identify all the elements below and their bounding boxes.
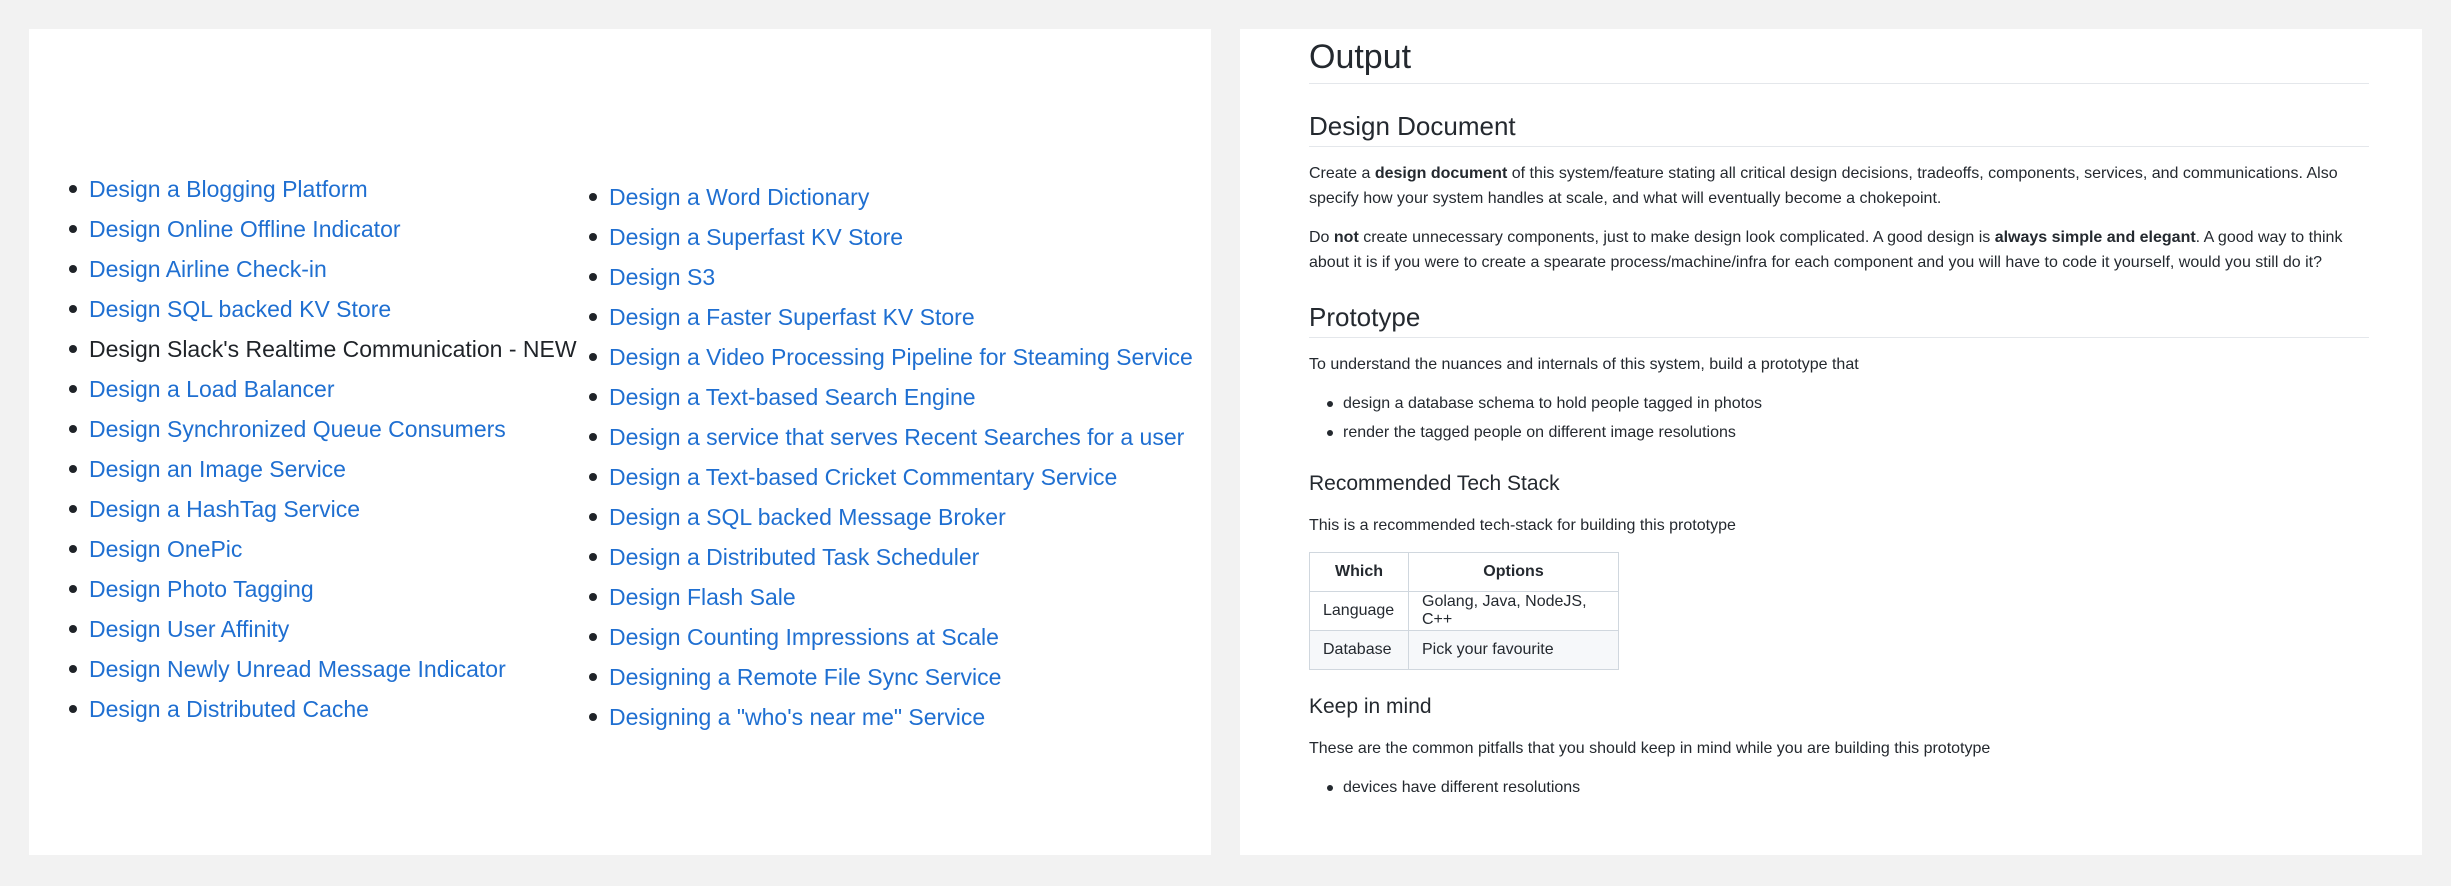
- list-item[interactable]: [67, 449, 607, 489]
- design-link[interactable]: Design a Text-based Search Engine: [609, 384, 976, 410]
- list-item[interactable]: [67, 649, 607, 689]
- design-link[interactable]: Design a service that serves Recent Searches for a user: [609, 424, 1185, 450]
- design-link[interactable]: Designing a Remote File Sync Service: [609, 664, 1002, 690]
- list-item[interactable]: [587, 377, 1187, 417]
- design-link[interactable]: Design a Distributed Task Scheduler: [609, 544, 980, 570]
- list-item[interactable]: [587, 297, 1187, 337]
- design-link[interactable]: Design Online Offline Indicator: [89, 216, 401, 242]
- list-item[interactable]: [587, 177, 1187, 217]
- list-item[interactable]: [67, 249, 607, 289]
- list-item[interactable]: [67, 409, 607, 449]
- design-label: Design Slack's Realtime Communication - NEW: [89, 336, 577, 362]
- emphasis-text: design document: [1374, 165, 1508, 182]
- design-link[interactable]: Design Newly Unread Message Indicator: [89, 656, 506, 682]
- design-list-panel: [29, 29, 1211, 855]
- list-item[interactable]: [587, 217, 1187, 257]
- text-segment: of this system/feature stating all critical design decisions, tradeoffs, components, services, and communications. Also specify how your system handles at scale, and what will eventually become a chokepoint.: [1309, 165, 2338, 207]
- design-link[interactable]: Design a Text-based Cricket Commentary Service: [609, 464, 1118, 490]
- list-item[interactable]: [587, 497, 1187, 537]
- text-segment: create unnecessary components, just to make design look complicated. A good design is: [1358, 229, 1995, 246]
- list-item[interactable]: [67, 529, 607, 569]
- design-link[interactable]: Design a Load Balancer: [89, 376, 335, 402]
- list-item[interactable]: [587, 337, 1193, 377]
- design-link[interactable]: Design a Faster Superfast KV Store: [609, 304, 975, 330]
- design-link[interactable]: Design a Superfast KV Store: [609, 224, 904, 250]
- design-document-paragraph-1: [1309, 161, 2369, 211]
- design-link[interactable]: Design SQL backed KV Store: [89, 296, 392, 322]
- design-list-column-1: [67, 169, 607, 729]
- prototype-heading: Prototype: [1309, 297, 2369, 338]
- tech-stack-table: [1309, 552, 1619, 670]
- design-link[interactable]: Design an Image Service: [89, 456, 346, 482]
- list-item[interactable]: [587, 697, 1187, 737]
- design-link[interactable]: Design Counting Impressions at Scale: [609, 624, 999, 650]
- design-document-heading: Design Document: [1309, 106, 2369, 147]
- text-segment: . A good way to think about it is if you were to create a spearate process/machine/infra for each component and you will have to code it yourself, would you still do it?: [1309, 229, 2343, 271]
- list-item[interactable]: [587, 617, 1187, 657]
- design-link[interactable]: Designing a "who's near me" Service: [609, 704, 986, 730]
- design-link[interactable]: Design Flash Sale: [609, 584, 796, 610]
- text-segment: Create a: [1309, 165, 1375, 182]
- list-item: devices have different resolutions: [1309, 773, 2369, 802]
- design-link[interactable]: Design a HashTag Service: [89, 496, 361, 522]
- list-item[interactable]: [587, 657, 1187, 697]
- keep-in-mind-list: [1309, 773, 2369, 802]
- list-item: design a database schema to hold people tagged in photos: [1309, 389, 2369, 418]
- design-link[interactable]: Design a Blogging Platform: [89, 176, 368, 202]
- prototype-intro: To understand the nuances and internals of this system, build a prototype that: [1309, 356, 1859, 373]
- table-cell: Pick your favourite: [1409, 631, 1619, 670]
- design-link[interactable]: Design a Word Dictionary: [609, 184, 870, 210]
- list-item[interactable]: [587, 257, 1187, 297]
- keep-in-mind-heading: Keep in mind: [1309, 695, 1432, 718]
- design-document-paragraph-2: [1309, 225, 2369, 275]
- design-link[interactable]: Design a Video Processing Pipeline for Steaming Service: [609, 344, 1193, 370]
- document-content: [1309, 29, 2369, 802]
- page-title: Output: [1309, 29, 2369, 84]
- design-link[interactable]: Design OnePic: [89, 536, 243, 562]
- list-item[interactable]: [67, 289, 607, 329]
- column-header-which: Which: [1310, 553, 1409, 592]
- column-header-options: Options: [1409, 553, 1619, 592]
- table-cell: Language: [1310, 592, 1409, 631]
- emphasis-text: always simple and elegant: [1994, 229, 2196, 246]
- table-cell: Database: [1310, 631, 1409, 670]
- list-item[interactable]: [67, 369, 607, 409]
- design-link[interactable]: Design User Affinity: [89, 616, 290, 642]
- list-item[interactable]: [67, 489, 607, 529]
- design-list-column-2: [587, 177, 1193, 737]
- list-item[interactable]: [67, 569, 607, 609]
- list-item[interactable]: [587, 537, 1187, 577]
- list-item: render the tagged people on different image resolutions: [1309, 418, 2369, 447]
- list-item[interactable]: [67, 609, 607, 649]
- prototype-list: [1309, 389, 2369, 447]
- list-item[interactable]: [587, 417, 1187, 457]
- list-item[interactable]: [67, 209, 607, 249]
- list-item[interactable]: [587, 577, 1187, 617]
- design-link[interactable]: Design Airline Check-in: [89, 256, 327, 282]
- design-link[interactable]: Design a Distributed Cache: [89, 696, 369, 722]
- tech-stack-heading: Recommended Tech Stack: [1309, 472, 1560, 495]
- list-item: [67, 329, 607, 369]
- table-header-row: [1310, 553, 1619, 592]
- design-link[interactable]: Design Photo Tagging: [89, 576, 314, 602]
- keep-in-mind-intro: These are the common pitfalls that you should keep in mind while you are building this prototype: [1309, 740, 1991, 757]
- design-link[interactable]: Design S3: [609, 264, 716, 290]
- list-item[interactable]: [67, 169, 607, 209]
- text-segment: Do: [1309, 229, 1334, 246]
- list-item[interactable]: [67, 689, 607, 729]
- design-link[interactable]: Design a SQL backed Message Broker: [609, 504, 1006, 530]
- list-item[interactable]: [587, 457, 1187, 497]
- document-panel: [1240, 29, 2422, 855]
- emphasis-text: not: [1333, 229, 1359, 246]
- table-row: [1310, 631, 1619, 670]
- tech-stack-intro: This is a recommended tech-stack for building this prototype: [1309, 517, 1736, 534]
- table-cell: Golang, Java, NodeJS, C++: [1409, 592, 1619, 631]
- design-link[interactable]: Design Synchronized Queue Consumers: [89, 416, 506, 442]
- table-row: [1310, 592, 1619, 631]
